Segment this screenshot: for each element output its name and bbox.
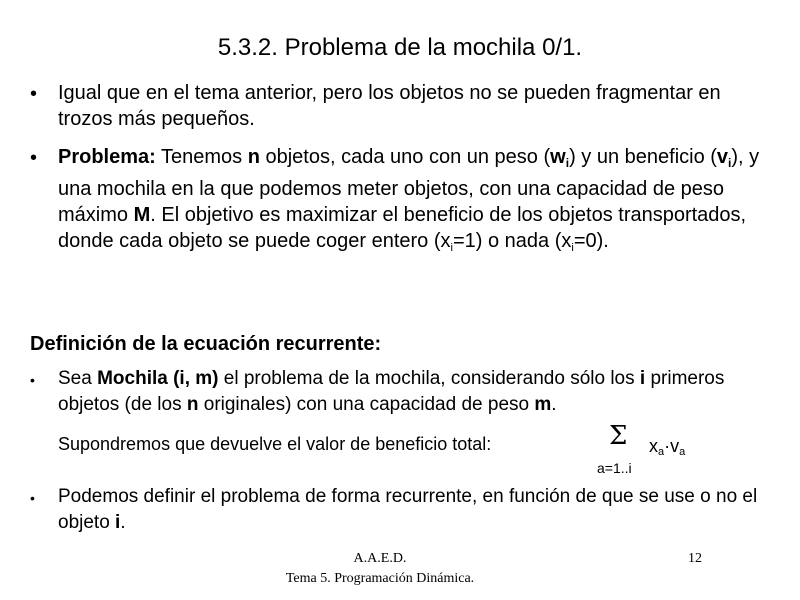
bullet-icon: •: [30, 83, 38, 105]
footer-topic: Tema 5. Programación Dinámica.: [285, 571, 475, 586]
sigma-symbol: Σ: [609, 421, 628, 451]
formula-term: xa·va: [649, 436, 686, 458]
page-number: 12: [688, 551, 702, 566]
bullet-icon: •: [30, 490, 35, 506]
slide-title: 5.3.2. Problema de la mochila 0/1.: [217, 34, 583, 61]
bullet-icon: •: [30, 372, 35, 388]
bullet-2-text: Problema: Tenemos n objetos, cada uno con un peso $(w_i)$ y un beneficio $(v_i)$, y una mochila en la que podemos meter objetos, con una capacidad de peso máximo M. El objetivo es maximizar el beneficio de los objetos transportados, donde cada objeto se puede coger entero $(x_i=1)$ o nada $(x_i=0)$.: [58, 146, 760, 254]
sub-bullet-1-text: Sea Mochila (i, m) el problema de la mochila, considerando sólo los i primeros objetos (de los n originales) con una capacidad de peso m.: [58, 368, 725, 415]
formula-range: a=1..i: [597, 460, 632, 476]
problema-label: Problema:: [58, 146, 156, 168]
formula-lead: Supondremos que devuelve el valor de beneficio total:: [58, 434, 492, 454]
bullet-icon: •: [30, 147, 38, 169]
sub-bullet-2-text: Podemos definir el problema de forma recurrente, en función de que se use o no el objeto i.: [58, 486, 758, 533]
section-heading: Definición de la ecuación recurrente:: [30, 333, 382, 355]
bullet-1-text: Igual que en el tema anterior, pero los objetos no se pueden fragmentar en trozos más pequeños.: [58, 82, 721, 130]
footer-course: A.A.E.D.: [353, 551, 407, 566]
